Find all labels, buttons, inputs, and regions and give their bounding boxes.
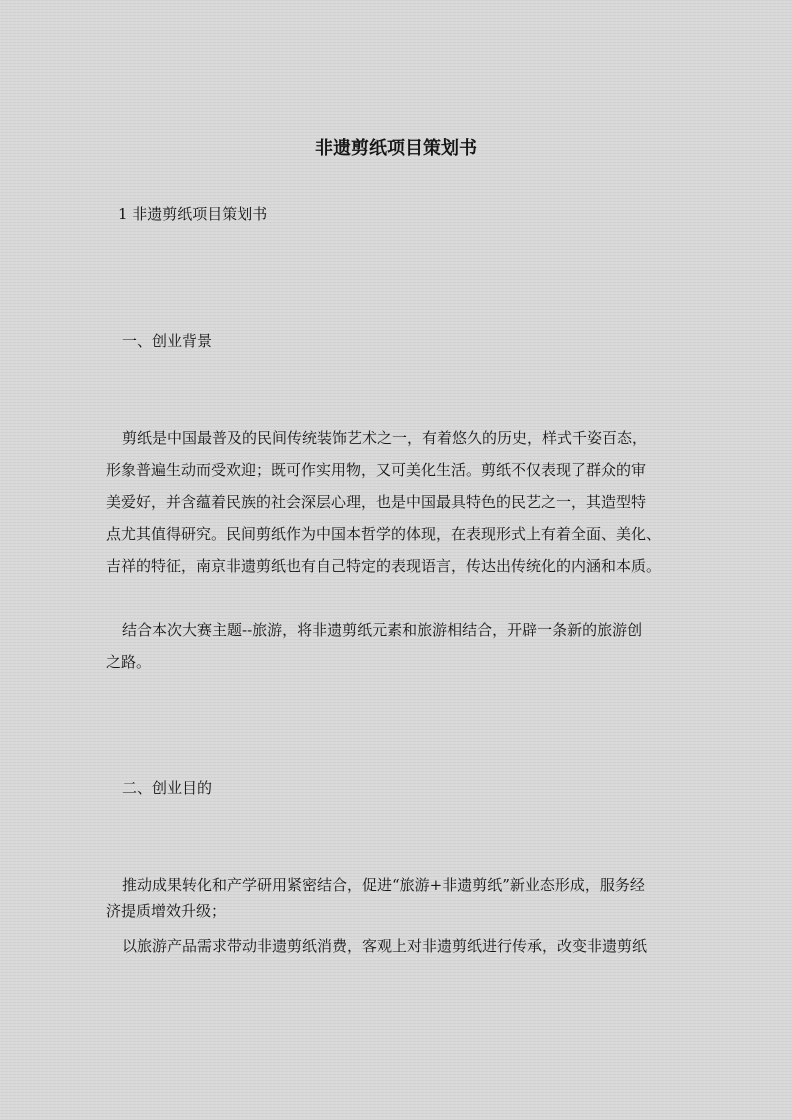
paragraph-line: 点尤其值得研究。民间剪纸作为中国本哲学的体现，在表现形式上有着全面、美化、	[106, 525, 662, 543]
paragraph-line: 结合本次大赛主题--旅游，将非遗剪纸元素和旅游相结合，开辟一条新的旅游创	[122, 621, 643, 639]
paragraph-line: 吉祥的特征，南京非遗剪纸也有自己特定的表现语言，传达出传统化的内涵和本质。	[106, 557, 662, 575]
paragraph-purpose-1	[106, 869, 688, 927]
paragraph-background-1	[106, 422, 688, 582]
document-title: 非遗剪纸项目策划书	[315, 138, 477, 159]
paragraph-line: 形象普遍生动而受欢迎；既可作实用物，又可美化生活。剪纸不仅表现了群众的审	[106, 461, 647, 479]
paragraph-background-2	[106, 614, 688, 678]
paragraph-line: 美爱好，并含蕴着民族的社会深层心理，也是中国最具特色的民艺之一，其造型特	[106, 493, 647, 511]
paragraph-purpose-2	[106, 930, 688, 962]
paragraph-line: 以旅游产品需求带动非遗剪纸消费，客观上对非遗剪纸进行传承，改变非遗剪纸	[122, 937, 648, 955]
paragraph-line: 推动成果转化和产学研用紧密结合，促进“旅游+非遗剪纸”新业态形成，服务经	[122, 876, 645, 894]
section-heading-purpose: 二、创业目的	[122, 779, 213, 797]
paragraph-line: 济提质增效升级；	[106, 902, 227, 920]
paragraph-line: 剪纸是中国最普及的民间传统装饰艺术之一，有着悠久的历史，样式千姿百态，	[122, 429, 648, 447]
section-heading-background: 一、创业背景	[122, 332, 213, 350]
paragraph-line: 之路。	[106, 653, 152, 671]
document-subtitle: 1 非遗剪纸项目策划书	[118, 205, 268, 223]
